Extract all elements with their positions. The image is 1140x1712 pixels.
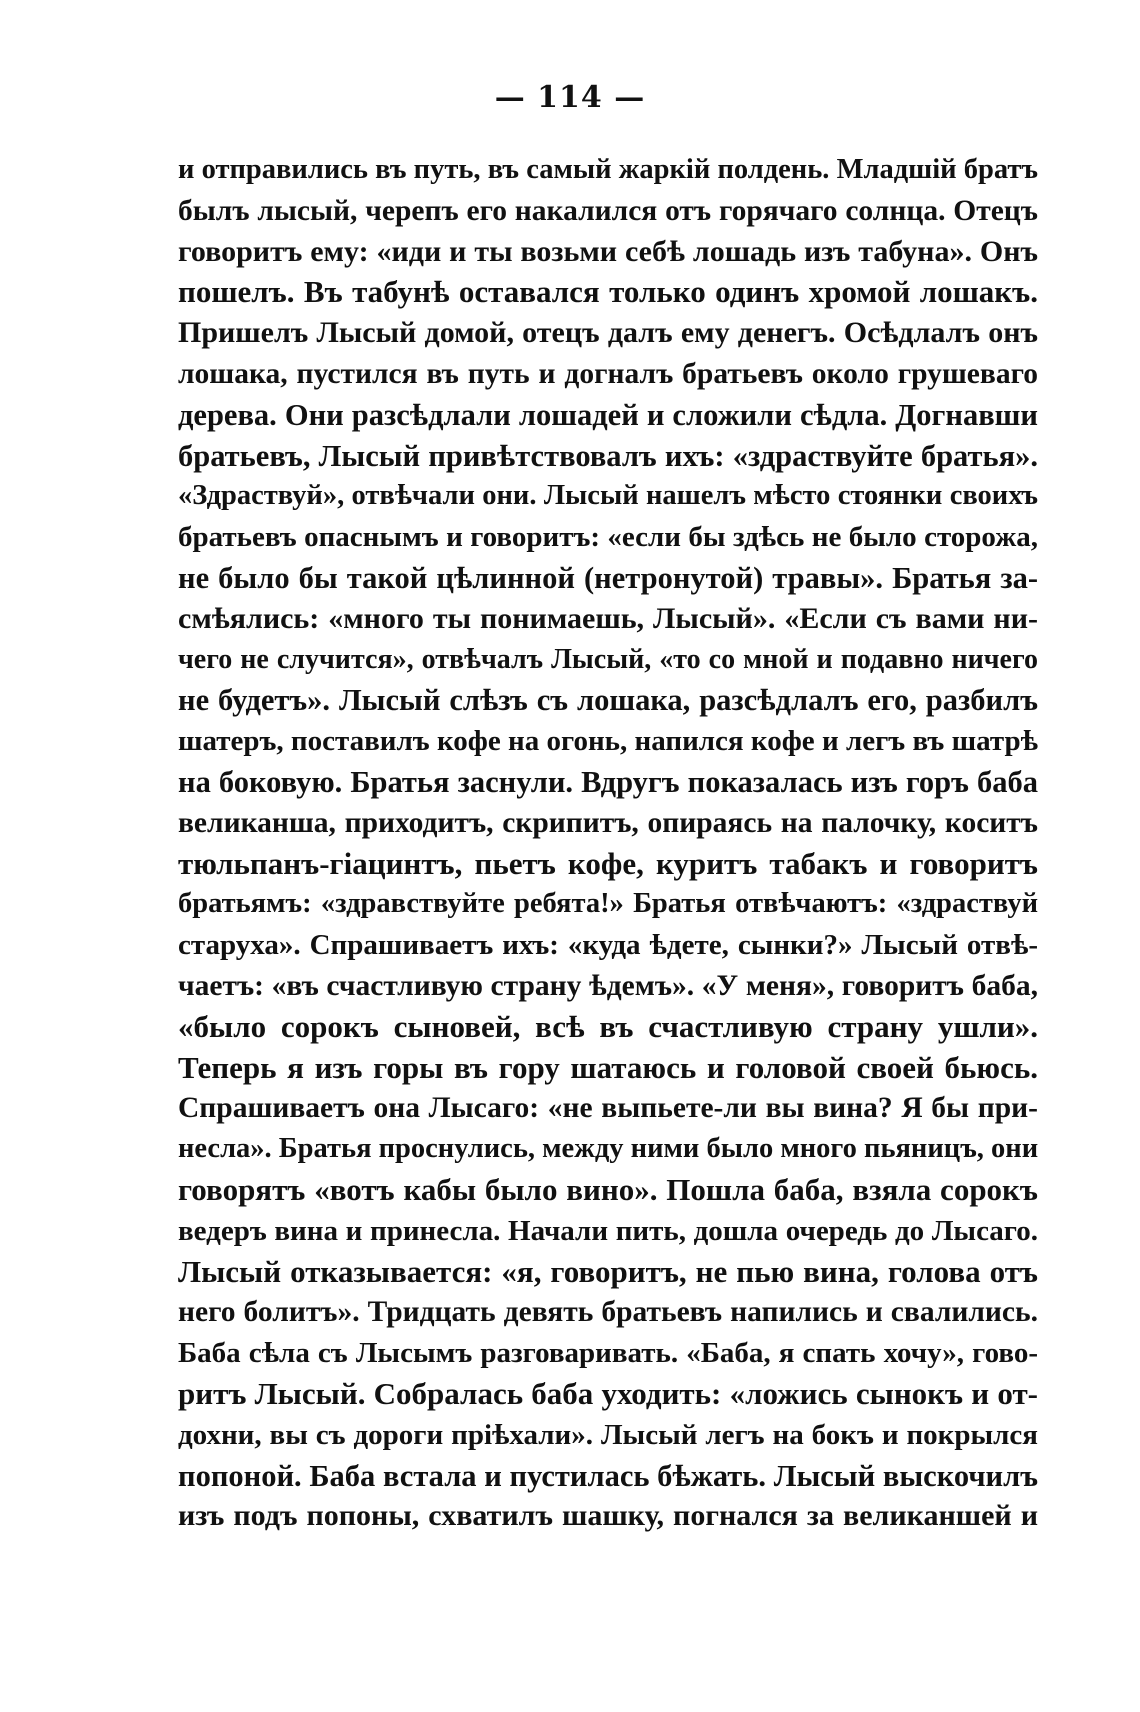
text-line: чаетъ: «въ счастливую страну ѣдемъ». «У меня», говоритъ баба, (178, 969, 1038, 1002)
text-line: великанша, приходитъ, скрипитъ, опираясь на палочку, коситъ (178, 806, 1038, 839)
text-line: не будетъ». Лысый слѣзъ съ лошака, разсѣдлалъ его, разбилъ (178, 683, 1038, 718)
text-line: ритъ Лысый. Собралась баба уходить: «ложись сынокъ и от- (178, 1375, 1038, 1411)
text-line: на боковую. Братья заснули. Вдругъ показалась изъ горъ баба (178, 764, 1038, 799)
text-line: тюльпанъ-гіацинтъ, пьетъ кофе, куритъ табакъ и говоритъ (178, 845, 1038, 881)
text-line: братьевъ, Лысый привѣтствовалъ ихъ: «здраствуйте братья». (178, 438, 1038, 473)
text-line: него болитъ». Тридцать девять братьевъ напились и свалились. (178, 1296, 1038, 1329)
text-line: не было бы такой цѣлинной (нетронутой) травы». Братья за- (178, 560, 1038, 595)
text-line: братьямъ: «здравствуйте ребята!» Братья отвѣчаютъ: «здраствуй (178, 888, 1038, 920)
text-line: Лысый отказывается: «я, говоритъ, не пью вина, голова отъ (178, 1253, 1038, 1289)
text-line: Баба сѣла съ Лысымъ разговаривать. «Баба, я спать хочу», гово- (178, 1337, 1038, 1370)
text-line: дерева. Они разсѣдлали лошадей и сложили сѣдла. Догнавши (178, 397, 1038, 432)
text-line: говорятъ «вотъ кабы было вино». Пошла баба, взяла сорокъ (178, 1171, 1038, 1207)
text-line: несла». Братья проснулись, между ними было много пьяницъ, они (178, 1133, 1038, 1165)
text-line: дохни, вы съ дороги пріѣхали». Лысый легъ на бокъ и покрылся (178, 1418, 1038, 1451)
text-line: «Здраствуй», отвѣчали они. Лысый нашелъ мѣсто стоянки своихъ (178, 480, 1038, 512)
text-line: попоной. Баба встала и пустилась бѣжать. Лысый выскочилъ (178, 1458, 1038, 1493)
text-line: шатеръ, поставилъ кофе на огонь, напился кофе и легъ въ шатрѣ (178, 725, 1038, 758)
text-line: смѣялись: «много ты понимаешь, Лысый». «Если съ вами ни- (178, 601, 1038, 635)
text-line: изъ подъ попоны, схватилъ шашку, погнался за великаншей и (178, 1499, 1038, 1533)
text-line: ведеръ вина и принесла. Начали пить, дошла очередь до Лысаго. (178, 1214, 1038, 1247)
page-number: — 114 — (494, 80, 646, 115)
text-line: говоритъ ему: «иди и ты возьми себѣ лошадь изъ табуна». Онъ (178, 234, 1038, 268)
text-line: лошака, пустился въ путь и догналъ братьевъ около грушеваго (178, 357, 1038, 390)
text-line: Спрашиваетъ она Лысаго: «не выпьете-ли вы вина? Я бы при- (178, 1092, 1038, 1125)
text-line: братьевъ опаснымъ и говоритъ: «если бы здѣсь не было сторожа, (178, 521, 1038, 554)
text-line: «было сорокъ сыновей, всѣ въ счастливую страну ушли». (178, 1008, 1038, 1044)
text-line: старуха». Спрашиваетъ ихъ: «куда ѣдете, сынки?» Лысый отвѣ- (178, 929, 1038, 962)
text-line: Пришелъ Лысый домой, отецъ далъ ему денегъ. Осѣдлалъ онъ (178, 316, 1038, 350)
text-line: Теперь я изъ горы въ гору шатаюсь и головой своей бьюсь. (178, 1049, 1038, 1085)
body-text (178, 150, 1038, 1537)
text-line: и отправились въ путь, въ самый жаркій полдень. Младшій братъ (178, 154, 1038, 185)
text-line: былъ лысый, черепъ его накалился отъ горячаго солнца. Отецъ (178, 194, 1038, 227)
text-line: пошелъ. Въ табунѣ оставался только одинъ хромой лошакъ. (178, 274, 1038, 310)
text-line: чего не случится», отвѣчалъ Лысый, «то со мной и подавно ничего (178, 643, 1038, 675)
